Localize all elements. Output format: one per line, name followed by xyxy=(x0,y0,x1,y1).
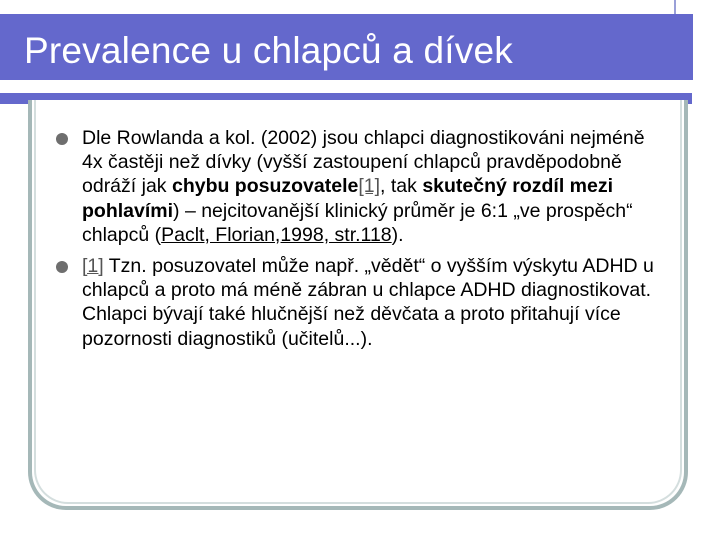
citation-link[interactable]: Paclt, Florian,1998, str.118 xyxy=(161,223,392,246)
bullet-list xyxy=(56,126,666,351)
text-run: Dle Rowlanda a kol. (2002) jsou chlapci diagnostikováni nejméně 4x častěji než dívky (vyšší zastoupení chlapců pravděpodobně odráží jak xyxy=(82,127,645,198)
text-run: Tzn. posuzovatel může např. „vědět“ o vyšším výskytu ADHD u chlapců a proto má méně zábran u chlapce ADHD diagnostikovat. Chlapci bývají také hlučnější než děvčata a proto přitahují více pozornosti diagnostiků (učitelů...). xyxy=(82,255,654,350)
bullet-dot-icon xyxy=(56,133,68,145)
bullet-item-prevalence xyxy=(56,126,666,247)
slide-title: Prevalence u chlapců a dívek xyxy=(24,30,513,71)
text-run: ) – nejcitovanější klinický průměr je 6:1 „ve prospěch“ chlapců ( xyxy=(82,199,633,246)
bullet-item-footnote xyxy=(56,254,666,351)
text-run: ). xyxy=(391,223,404,246)
bold-phrase: chybu posuzovatele xyxy=(171,175,359,198)
footnote-link[interactable]: [1] xyxy=(82,255,104,278)
bullet-text xyxy=(82,127,645,246)
footnote-text xyxy=(82,254,666,351)
text-run: , tak xyxy=(380,175,423,198)
bullet-dot-icon xyxy=(56,261,68,273)
footnote-link[interactable]: [1] xyxy=(358,175,381,198)
corner-decoration xyxy=(674,0,720,14)
bold-phrase: skutečný rozdíl mezi pohlavími xyxy=(82,175,614,222)
